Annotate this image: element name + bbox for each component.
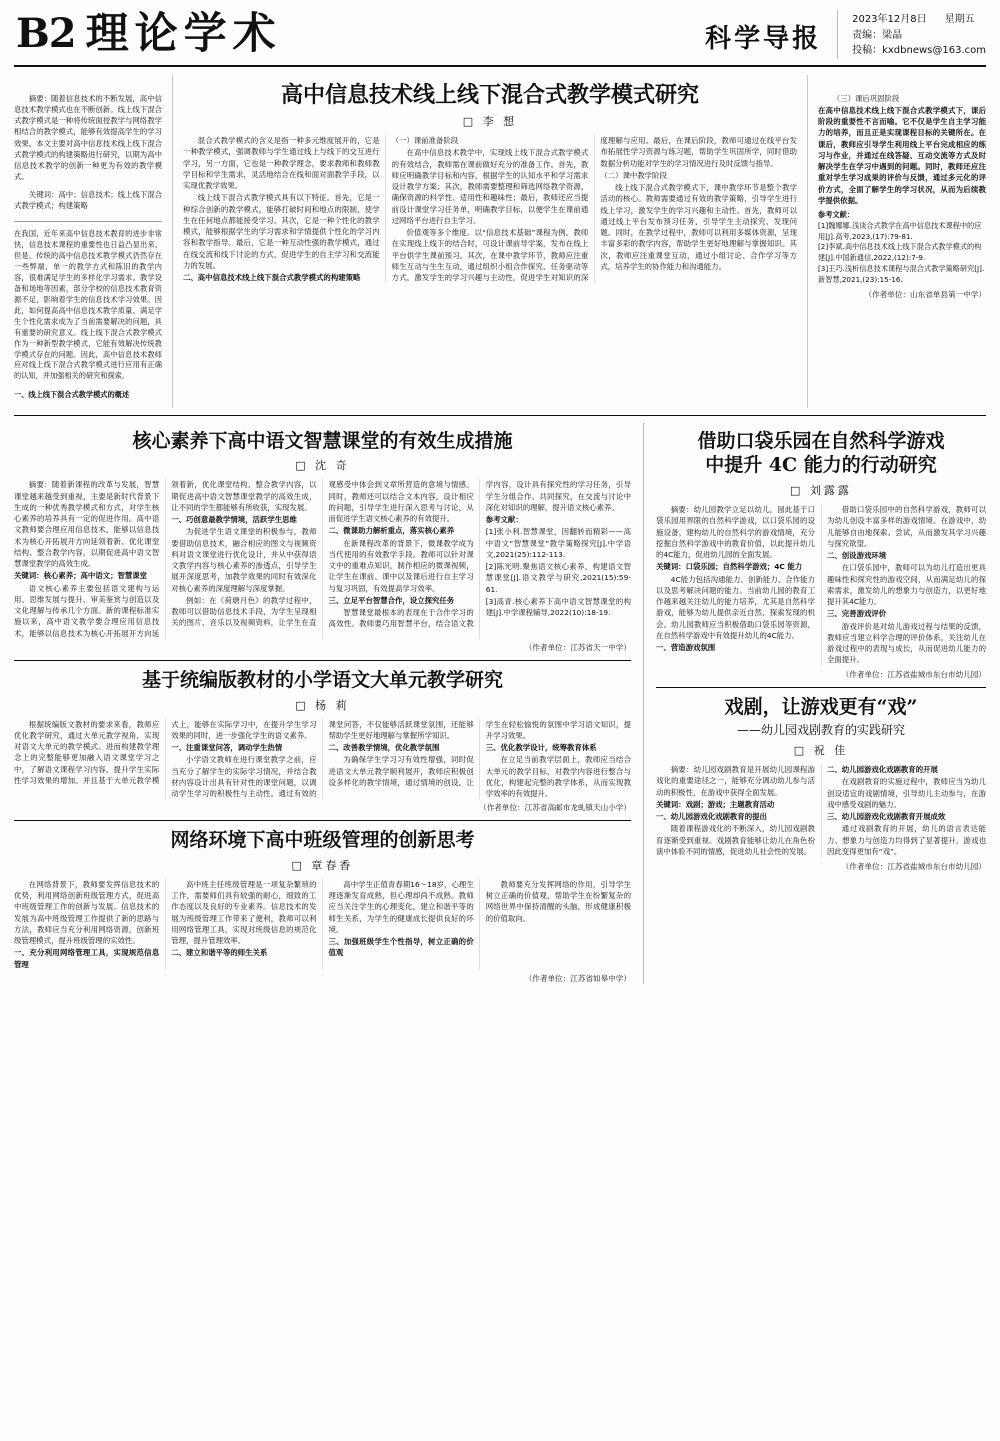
- lead-ref-2: [3]王巧.浅析信息技术课程与混合式教学策略研究[J].新智慧,2021,(23):15-16.: [818, 263, 985, 284]
- lead-refs-title: 参考文献：: [818, 210, 854, 219]
- lead-head-3: （二）课中教学阶段: [600, 170, 667, 180]
- article5-title: [656, 429, 986, 478]
- divider-3: [14, 820, 631, 821]
- article5-unit: （作者单位：江苏省盐城市东台市幼儿园）: [841, 669, 986, 679]
- article2-ref-2: [3]高青.核心素养下高中语文智慧课堂的构建[J].中学课程辅导,2022(10):18-19.: [485, 596, 631, 618]
- masthead-right: [705, 10, 986, 59]
- lead-head-2: 二、高中信息技术线上线下混合式教学模式的构建策略: [183, 273, 361, 283]
- article5-head-3: 三、完善游戏评价: [827, 609, 887, 619]
- lead-byline: □ 李 想: [462, 115, 518, 129]
- masthead-meta: [837, 10, 986, 59]
- issue-weekday: 星期五: [944, 14, 975, 25]
- lead-p9: 线上线下混合式教学模式下，课中教学环节是整个教学活动的核心。教师需要通过有效的教学策略，引导学生进行线上学习，激发学生的学习兴趣和主动性。首先，教师可以通过线上平台发布预习任务，引导学生主动探究、发现问题。同时，在教学过程中，教师可以利用多媒体资源，呈现丰富多彩的教学内容，帮助学生更好地理解与掌握知识。其次，教师应注重课堂互动，通过小组讨论、合作学习等方式，培养学生的协作能力和沟通能力。: [600, 183, 797, 271]
- email-line: 投稿：kxdbnews@163.com: [852, 45, 986, 56]
- lead-head-1: 一、线上线下混合式教学模式的概述: [14, 389, 130, 399]
- article6-head-1: 一、幼儿园游戏化戏剧教育的提出: [656, 812, 767, 822]
- article2-head-1: 一、巧创意最教学情境，活跃学生思维: [171, 515, 297, 525]
- article4-p2: 高中班主任班级管理是一项复杂繁琐的工作，需要师们具有较强的耐心，细致的工作态度以及良好的专业素养。信息技术的发展为班级管理工作带来了便利，教师可以利用网络管理工具，实现对班级信息的规范化管理，提升管理效率。: [171, 879, 317, 946]
- article5-abstract: 摘要：幼儿园教学立足以幼儿，园此基于口袋乐园用界限的自然科学游戏，以口袋乐园的设施设备，建构幼儿的自然科学的游戏情境，充分挖掘自然科学游戏中的教育价值，以此提升幼儿的4C能力，促进幼儿园的全面发展。: [656, 505, 815, 559]
- article2-p7: 智慧课堂最根本的表现在于合作学习的高效性。教师要巧用智慧平台，结合语文教学内容，设计具有探究性的学习任务，引导学生分组合作、共同探究，在交流与讨论中深化对知识的理解，提升语文核心素养。: [328, 480, 631, 629]
- article4-head-2: 二、建立和谐平等的师生关系: [171, 948, 268, 958]
- article6-keywords: 关键词：戏剧；游戏；主题教育活动: [656, 799, 775, 809]
- article2-byline: □ 沈 奇: [295, 459, 350, 473]
- lead-ref-1: [2]李斌.高中信息技术线上线下混合式教学模式的构建[J].中国新通信,2022,(12):7-9.: [818, 242, 982, 263]
- article3-head-3: 三、优化教学设计，统筹教育体系: [485, 743, 597, 752]
- masthead: [14, 10, 986, 67]
- article4-title: 网络环境下高中班级管理的创新思考: [170, 829, 475, 852]
- article3-head-1: 一、注重课堂问答，调动学生热情: [171, 743, 283, 752]
- lead-abstract: 摘要：随着信息技术的不断发展，高中信息技术教学模式也在不断创新。线上线下混合式教学模式是一种将传统面授教学与网络教学相结合的教学模式，能够有效提高学生的学习效果。本文主要对高中信息技术线上线下混合式教学模式的构建策略进行研究，以期为高中信息技术教学的创新一种更为有效的教学模式。: [14, 93, 162, 182]
- article3-p0: 根据统编版文教材的要求来看，教师应优化教学研究，通过大单元教学视角，实现对语文大单元的教学模式、进而构建教学理念上的完整能够更加融入语文课堂学习之中，了解语文课程学习内容，提升学生实际性学习效果的增加。并且基于大单元教学模式上，能够在实际学习中，在提升学生学习效果的同时，进一步强化学生的语文素养。: [14, 719, 317, 785]
- article2-head-3: 三、立足平台智慧合作，设立探究任务: [328, 595, 455, 605]
- lead-p3: 线上线下混合式教学模式具有以下特征。首先，它是一种综合创新的教学模式，能够打破时间和地点的限制，使学生在任何地点都能接受学习。其次，它是一种个性化的教学模式，能够根据学生的学习需求和学情提供个性化的学习内容和教学指导。最后，它是一种互动性强的教学模式，通过在线交流和线下讨论的方式，促进学生的自主学习和交流能力的发展。: [183, 193, 380, 270]
- article2-abstract: 摘要：随着新课程的改革与发展，智慧课堂越来越受到重视，主要是新时代背景下生成的一种优秀教学模式和方式，对学生核心素养的培养具有一定的促进作用。高中语文教师要合理应用信息技术，能够以信息技术为核心开拓展开方向延领着新、优化课堂结构、整合教学内容，以期促进高中语文智慧课堂教学的高效生成。: [14, 480, 160, 569]
- page-number: B2: [16, 10, 76, 57]
- article3-head-2: 二、改善教学情境，优化教学氛围: [328, 743, 440, 752]
- article6-p5: 通过戏剧教育的开展，幼儿的语言表达能力、想象力与创造力均得到了显著提升，游戏也因此变得更加有“戏”。: [827, 824, 986, 856]
- article6-title: 戏剧，让游戏更有“戏”: [724, 695, 918, 718]
- article3-body: [14, 719, 631, 800]
- lead-body: [183, 135, 797, 283]
- lead-unit: （作者单位：山东省单县第一中学）: [864, 289, 986, 299]
- lead-p2: 混合式教学模式的含义是指一种多元维度展开的，它是一种教学模式，强调教师与学生通过线上与线下的交互进行学习，另一方面，它也是一种教学理念，要求教师和教师教学目标和学生需求，灵活地结合在线和面对面教学手段，以实现优教学效果。: [183, 136, 380, 191]
- article6-p1: 随着课程游戏化的不断深入，幼儿园戏剧教育逐渐受到重视。戏剧教育能够让幼儿在角色扮演中体验不同的情感，促进幼儿社会性的发展。: [656, 824, 815, 856]
- lead-body-p0: 在我国，近年来高中信息技术教育的进步非常快，信息技术课程的重要性也日益凸显出来。但是，传统的高中信息技术教学模式仍然存在一些弊端，单一的教学方式和陈旧的教学内容，很难满足学生的多样化学习需求。教学设备和场地等因素，部分学校的信息技术教育资源不足，影响着学生的信息技术学习效果。因此，如何提高高中信息技术教学质量、满足学生个性化需求成为了当前需要解决的问题，具有重要的研究意义。线上线下混合式教学模式作为一种新型教学模式，它能有效解决传统教学模式存在的问题。因此，高中信息技术教师应对线上线下混合式教学模式进行应用有正确的认知，并加强相关的研究和探索。: [14, 229, 162, 381]
- lead-p6: 在高中信息技术教学中，实现线上线下混合式教学模式的有效结合，教师需在课前做好充分的准备工作。首先，教师应明确教学目标和内容，根据学生的认知水平和学习需求设计教学方案；其次，教师需要整理和筛选网络教学资源，确保资源的科学性、适用性和趣味性；最后，教师还应当提前设计课堂学习任务单，明确教学目标，以便学生在课前通过网络平台进行自主学习。: [391, 148, 589, 225]
- editor-line: 责编：梁晶: [852, 29, 903, 41]
- article-6: [656, 695, 986, 873]
- article-3: [14, 668, 631, 813]
- article5-body: [656, 504, 986, 666]
- article6-body: [656, 764, 986, 858]
- lead-head-4: 在高中信息技术线上线下混合式教学模式下，课后阶段的重要性不言而喻。它不仅是学生自主学习能力的培养，而且正是实现课程目标的关键所在。在课后，教师应引导学生利用线上平台完成相应的练习与作业，并通过在线答疑、互动交流等方式及时解决学生在学习中遇到的问题。同时，教师还应注重对学生学习成果的评价与反馈，通过多元化的评价方式，全面了解学生的学习状况，从而为后续教学提供依据。: [818, 105, 986, 205]
- article2-p2: 为促进学生语文课堂的积极参与，教师要借助信息技术，融合相应的图文与视频资料对语文课堂进行优化设计，并从中获得语文教学内容与核心素养的渗透点，引导学生展开深度思考，加教学效果的同时有效深化对核心素养的深度理解与深度掌握。: [171, 527, 317, 593]
- lead-abstract-column: [14, 75, 162, 408]
- article-5: [656, 429, 986, 680]
- article2-ref-1: [2]陈光明.聚焦语文核心素养，构建语文智慧课堂[J].语文教学与研究,2021(15):59-61.: [485, 562, 631, 594]
- divider-2: [14, 660, 631, 661]
- article5-title-line2: 中提升 4C 能力的行动研究: [705, 454, 937, 477]
- article5-byline: □ 刘露露: [790, 484, 852, 497]
- article2-p3: 例如：在《荷塘月色》的教学过程中，教师可以借助信息技术手段，为学生呈现相关的图片、音乐以及视频资料，让学生在直观感受中体会到文章所营造的意境与情感。同时，教师还可以结合文本内容，设计相应的问题，引导学生进行深入思考与讨论，从而促进学生语文核心素养的有效提升。: [171, 480, 474, 628]
- lead-p10: （三）课后巩固阶段: [832, 93, 900, 103]
- right-band: [656, 423, 986, 984]
- article6-p3: 在戏剧教育的实施过程中，教师应当为幼儿创设适宜的戏剧情境，引导幼儿主动参与，在游戏中感受戏剧的魅力。: [827, 777, 986, 809]
- article5-keywords: 关键词：口袋乐园；自然科学游戏；4C 能力: [656, 562, 803, 572]
- article3-byline: □ 杨 莉: [295, 698, 350, 712]
- article4-head-1: 一、充分利用网络管理工具，实现规范信息管理: [14, 948, 160, 969]
- article4-p0: 在网络背景下，教师要发挥信息技术的优势，利用网络创新班级管理方式，促进高中班级管理工作的创新与发展。信息技术的发展为高中班级管理工作提供了新的思路与方法，教师应当充分利用网络资源，创新班级管理模式，提升班级管理的实效性。: [14, 879, 160, 946]
- article6-head-3: 三、幼儿园游戏化戏剧教育开展成效: [827, 812, 946, 822]
- article4-p6: 教师要充分发挥网络的作用，引导学生树立正确的价值观，帮助学生在纷繁复杂的网络世界中保持清醒的头脑，形成健康积极的价值取向。: [485, 879, 631, 923]
- article5-p2: 借助口袋乐园中的自然科学游戏，教师可以为幼儿创设丰富多样的游戏情境。在游戏中，幼儿能够自由地探索、尝试，从而激发其学习兴趣与探究欲望。: [827, 505, 986, 548]
- divider-1: [14, 415, 986, 416]
- article2-title: 核心素养下高中语文智慧课堂的有效生成措施: [132, 429, 513, 452]
- article2-ref-0: [1]张小利.智慧课堂，因翻转而精彩——高中语文“智慧课堂”教学策略探究[J].中学语文,2021(25):112-113.: [485, 527, 631, 559]
- issue-date: 2023年12月8日: [852, 14, 927, 25]
- article4-p4: 高中学生正值青春期16～18岁，心理生理逐渐发育成熟，但心理却尚不成熟。教师应当关注学生的心理变化，建立和谐平等的师生关系，为学生的健康成长提供良好的环境。: [328, 879, 474, 934]
- article5-p6: 游戏评价是对幼儿游戏过程与结果的反馈，教师应当建立科学合理的评价体系，关注幼儿在游戏过程中的表现与成长，从而促进幼儿能力的全面提升。: [827, 621, 986, 665]
- article3-p2: 小学语文教师在进行课堂教学之前，应当充分了解学生的实际学习情况，并结合教材内容设计出具有针对性的课堂问题，以调动学生学习的积极性与主动性。通过有效的课堂问答，不仅能够活跃课堂氛围，还能够帮助学生更好地理解与掌握所学知识。: [171, 719, 474, 798]
- article5-p4: 在口袋乐园中，教师可以为幼儿打造出更具趣味性和探究性的游戏空间，从而满足幼儿的探索需求，激发幼儿的想象力与创造力，以更好地提升其4C能力。: [827, 563, 986, 606]
- lead-right-column: [818, 75, 986, 408]
- lead-ref-0: [1]魏娜娜.浅谈合式教学在高中信息技术课程中的应用[J].高考,2023,(17):79-81.: [818, 220, 982, 241]
- paper-name: 科学导报: [705, 24, 822, 54]
- article5-title-line1: 借助口袋乐园在自然科学游戏: [697, 429, 945, 452]
- article3-unit: （作者单位：江苏省高邮市龙虬镇天山小学）: [479, 803, 631, 813]
- article6-byline: □ 祝 佳: [793, 744, 849, 758]
- article6-subtitle: ——幼儿园戏剧教育的实践研究: [736, 723, 905, 738]
- article5-head-2: 二、创设游戏环境: [827, 551, 887, 560]
- article2-body: [14, 479, 631, 639]
- article3-p6: 在立足当前教学层面上，教师应当结合大单元的教学目标，对教学内容进行整合与优化，构建起完整的教学体系，从而实现教学效率的有效提升。: [485, 755, 631, 798]
- lead-article: [14, 75, 986, 408]
- article2-head-2: 二、微课助力解析重点，落实核心素养: [328, 526, 455, 536]
- article6-abstract: 摘要：幼儿园戏剧教育是开展幼儿园课程游戏化的重要途径之一，能够充分调动幼儿参与活动的积极性，在游戏中获得全面发展。: [656, 765, 815, 797]
- article5-p0: 4C能力包括沟通能力、创新能力、合作能力以及思考解决问题的能力。当前幼儿园的教育工作越来越关注幼儿的能力培养，尤其是自然科学游戏，能够为幼儿提供亲近自然、探索发现的机会。幼儿园教师应当积极借助口袋乐园等资源，在自然科学游戏中有效提升幼儿的4C能力。: [656, 574, 815, 640]
- lead-main-column: [183, 75, 797, 408]
- article6-head-2: 二、幼儿园游戏化戏剧教育的开展: [827, 765, 938, 775]
- section-title: 理论学术: [85, 9, 282, 59]
- article6-unit: （作者单位：江苏省盐城市东台市幼儿园）: [841, 862, 986, 872]
- lead-title: 高中信息技术线上线下混合式教学模式研究: [280, 81, 699, 108]
- article4-unit: （作者单位：江苏省如皋中学）: [524, 973, 631, 983]
- article2-p5: 在新课程改革的背景下，微课教学成为当代使用的有效教学手段。教师可以针对课文中的重难点知识，制作相应的微课视频，让学生在课前、课中以及课后进行自主学习与复习巩固，有效提高学习效率。: [328, 538, 474, 593]
- article2-unit: （作者单位：江苏省天一中学）: [524, 642, 631, 652]
- article3-title: 基于统编版教材的小学语文大单元教学研究: [141, 668, 503, 691]
- article4-byline: □ 章春香: [291, 858, 354, 872]
- article2-p0: 语文核心素养主要包括语文建构与运用、思维发展与提升、审美鉴赏与创造以及文化理解与传承几个方面。新的课程标准实施以来，高中语文教学要合理应用信息技术，能够以信息技术为核心开拓展开方向延领着新，优化课堂结构、整合教学内容，以期促进高中语文智慧课堂教学的高效生成，让不同的学生都能够有所收获，实现发展。: [14, 480, 317, 638]
- article-4: [14, 828, 631, 984]
- lead-p7: 价值观等多个维度。以“信息技术基础”课程为例，教师在实现线上线下的结合时，可设计课前导学案，发布在线上平台供学生课前预习。其次，在课中教学环节，教师应注重师生互动与生生互动，通过组织小组合作探究、任务驱动等方式，激发学生的学习兴趣与主动性，促进学生对知识的深度理解与应用。最后，在课后阶段，教师可通过在线平台发布拓展性学习资源与练习题，帮助学生巩固所学，同时借助数据分析功能对学生的学习情况进行及时反馈与指导。: [391, 136, 797, 283]
- article2-keywords: 关键词：核心素养；高中语文；智慧课堂: [14, 571, 148, 581]
- middle-band: [14, 423, 986, 984]
- article3-p4: 为确保学生学习习有效性增强，同时促进语文大单元教学顺利展开，教师应积极创设多样化的教学情境，通过情境的创设，让学生在轻松愉悦的氛围中学习语文知识，提升学习效果。: [328, 719, 631, 787]
- divider-4: [656, 687, 986, 688]
- article4-body: [14, 879, 631, 970]
- article-2: [14, 423, 631, 984]
- article2-refs-title: 参考文献：: [485, 515, 523, 525]
- lead-head-2a: （一）课前准备阶段: [391, 136, 459, 146]
- article4-head-3: 三、加强班级学生个性指导，树立正确的价值观: [328, 937, 474, 958]
- article5-head-1: 一、营造游戏氛围: [656, 643, 716, 652]
- lead-keywords: 关键词：高中；信息技术；线上线下混合式教学模式；构建策略: [14, 189, 162, 210]
